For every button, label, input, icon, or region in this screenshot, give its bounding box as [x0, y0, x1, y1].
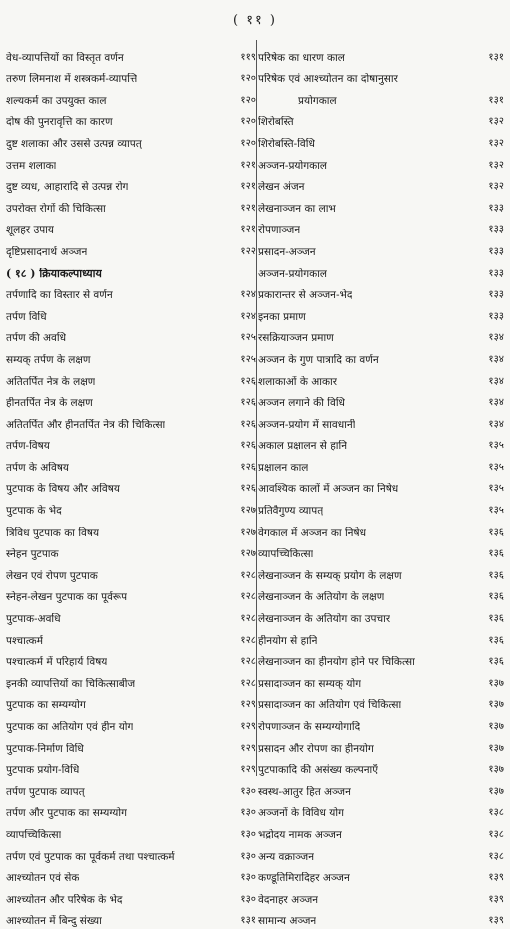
toc-entry-page: १२६ [240, 375, 256, 387]
toc-entry-title: प्रयोगकाल [298, 94, 337, 107]
toc-entry [258, 627, 504, 649]
toc-entry-page: १२६ [240, 397, 256, 409]
toc-entry [6, 303, 256, 325]
left-column [6, 44, 256, 929]
toc-entry [6, 152, 256, 174]
toc-entry-title: अतितर्पित नेत्र के लक्षण [6, 375, 96, 388]
toc-entry-page: १३९ [488, 893, 504, 905]
toc-entry [258, 454, 504, 476]
toc-entry-title: भद्रोदय नामक अञ्जन [258, 828, 342, 841]
toc-entry [258, 282, 504, 304]
toc-entry-page: १२६ [240, 418, 256, 430]
toc-entry-page: १३८ [488, 807, 504, 819]
toc-entry-title: दुष्ट शलाका और उससे उत्पन्न व्यापत् [6, 137, 142, 150]
toc-entry-title: लेखनाञ्जन का हीनयोग होने पर चिकित्सा [258, 656, 415, 669]
toc-entry-title: तर्पण-विषय [6, 440, 50, 453]
toc-entry [6, 735, 256, 757]
toc-entry-page: १२७ [240, 505, 256, 517]
toc-entry-title: सामान्य अञ्जन [258, 915, 317, 928]
toc-entry-page: १३७ [488, 764, 504, 776]
toc-entry [258, 390, 504, 412]
toc-entry [6, 174, 256, 196]
toc-entry-page: १३३ [488, 202, 504, 214]
toc-entry [6, 757, 256, 779]
toc-entry [6, 368, 256, 390]
toc-entry-title: प्रक्षालन काल [258, 461, 309, 474]
toc-entry-page: १२४ [240, 289, 256, 301]
toc-entry-title: अञ्जन के गुण पात्रादि का वर्णन [258, 353, 379, 366]
toc-entry-page: १२० [240, 137, 256, 149]
toc-entry [258, 109, 504, 131]
toc-entry [258, 519, 504, 541]
right-column [258, 44, 504, 929]
toc-entry [258, 692, 504, 714]
toc-entry [6, 692, 256, 714]
toc-entry-page: १२८ [240, 656, 256, 668]
toc-entry-title: पुटपाक प्रयोग-विधि [6, 764, 80, 777]
toc-entry [258, 195, 504, 217]
toc-entry [258, 303, 504, 325]
toc-entry-page: १२२ [240, 245, 256, 257]
toc-entry-title: उपरोक्त रोगों की चिकित्सा [6, 202, 106, 215]
toc-entry-page: १२९ [240, 699, 256, 711]
toc-entry-title: प्रसादन और रोपण का हीनयोग [258, 742, 374, 755]
toc-entry-page: १३० [240, 893, 256, 905]
toc-entry-title: हीनतर्पित नेत्र के लक्षण [6, 397, 93, 410]
toc-entry-page: १२८ [240, 569, 256, 581]
toc-entry-page: १२८ [240, 591, 256, 603]
toc-entry-title: आश्च्योतन में बिन्दु संख्या [6, 915, 102, 928]
toc-entry-title: अञ्जन-प्रयोगकाल [258, 267, 328, 280]
toc-entry-title: ( १८ ) क्रियाकल्पाध्याय [6, 267, 102, 280]
toc-entry-page: १२५ [240, 353, 256, 365]
toc-entry [258, 670, 504, 692]
toc-entry [258, 260, 504, 282]
toc-entry-page: १३० [240, 850, 256, 862]
toc-entry-title: पुटपाक-निर्माण विधि [6, 742, 84, 755]
toc-entry-page: १३५ [488, 505, 504, 517]
toc-entry [6, 541, 256, 563]
toc-entry-page: १३२ [488, 137, 504, 149]
toc-entry [6, 109, 256, 131]
toc-entry-page: १२१ [240, 224, 256, 236]
column-divider [256, 40, 257, 776]
toc-entry-page: १३६ [488, 569, 504, 581]
toc-entry-page: १३८ [488, 850, 504, 862]
toc-entry [6, 454, 256, 476]
toc-entry [258, 800, 504, 822]
toc-entry-page: १३७ [488, 721, 504, 732]
toc-entry-page: १३४ [488, 418, 504, 430]
toc-entry-page: १३७ [488, 677, 504, 689]
toc-entry-page: १३६ [488, 591, 504, 603]
toc-entry-page: १२० [240, 116, 256, 128]
toc-entry [6, 411, 256, 433]
toc-entry-title: स्नेहन-लेखन पुटपाक का पूर्वरूप [6, 591, 128, 604]
toc-entry [258, 238, 504, 260]
toc-entry-title: प्रकारान्तर से अञ्जन-भेद [258, 289, 353, 302]
toc-entry-title: अञ्जन-प्रयोग में सावधानी [258, 418, 356, 431]
toc-entry-title: शल्यकर्म का उपयुक्त काल [6, 94, 107, 107]
toc-entry-page: १२० [240, 94, 256, 106]
toc-entry-title: रोपणाञ्जन के सम्यग्योगादि [258, 721, 361, 733]
toc-entry-title: तर्पण पुटपाक व्यापत् [6, 785, 85, 798]
toc-entry-title: उत्तम शलाका [6, 159, 57, 172]
toc-entry [6, 130, 256, 152]
toc-entry [258, 433, 504, 455]
toc-entry-page: १३२ [488, 159, 504, 171]
toc-entry-title: कण्डूतिमिरादिहर अञ्जन [258, 872, 350, 885]
toc-entry-title: आश्च्योतन और परिषेक के भेद [6, 893, 123, 906]
toc-entry-page: १३४ [488, 353, 504, 365]
toc-entry [258, 865, 504, 887]
toc-entry [258, 908, 504, 929]
toc-entry-title: तर्पण के अविषय [6, 461, 70, 474]
toc-entry-title: अकाल प्रक्षालन से हानि [258, 440, 348, 453]
toc-entry-page: १२५ [240, 332, 256, 344]
toc-entry-title: पुटपाक-अवधि [6, 613, 61, 626]
toc-entry [258, 476, 504, 498]
toc-entry [258, 411, 504, 433]
toc-entry-title: लेखनाञ्जन के सम्यक् प्रयोग के लक्षण [258, 569, 402, 582]
toc-entry [6, 66, 256, 88]
toc-entry-page: १२८ [240, 677, 256, 689]
toc-entry-page: १२७ [240, 526, 256, 538]
toc-entry-page: १२८ [240, 613, 256, 625]
toc-entry-page: १३९ [488, 872, 504, 884]
toc-entry-page: १३३ [488, 267, 504, 279]
toc-entry-title: परिषेक का धारण काल [258, 51, 345, 64]
toc-entry-title: वेध-व्यापत्तियों का विस्तृत वर्णन [6, 51, 124, 64]
toc-entry [258, 87, 504, 109]
toc-entry-page: १३८ [488, 828, 504, 840]
toc-entry [258, 346, 504, 368]
toc-entry-page: १३५ [488, 461, 504, 473]
toc-entry-title: पुटपाक का अतियोग एवं हीन योग [6, 721, 134, 733]
toc-entry-title: लेखनाञ्जन के अतियोग के लक्षण [258, 591, 385, 604]
toc-entry-page: १२९ [240, 764, 256, 776]
toc-entry-title: पुटपाक के विषय और अविषय [6, 483, 120, 496]
toc-entry-title: दृष्टिप्रसादनार्थ अञ्जन [6, 245, 88, 258]
toc-entry [258, 541, 504, 563]
toc-entry-title: पुटपाकादि की असंख्य कल्पनाएँ [258, 764, 379, 777]
toc-entry-page: १२९ [240, 742, 256, 754]
toc-entry [6, 390, 256, 412]
toc-entry [6, 476, 256, 498]
toc-entry [6, 44, 256, 66]
toc-entry-title: अञ्जन-प्रयोगकाल [258, 159, 328, 172]
toc-entry-page: १३५ [488, 440, 504, 452]
toc-entry [6, 238, 256, 260]
toc-entry-page: १३० [240, 828, 256, 840]
toc-entry-page: १२१ [240, 181, 256, 193]
toc-entry-page: १२८ [240, 634, 256, 646]
toc-entry-page: १३२ [488, 181, 504, 193]
toc-entry-page: १३५ [488, 483, 504, 495]
toc-entry-title: अतितर्पित और हीनतर्पित नेत्र की चिकित्सा [6, 418, 166, 431]
toc-entry-title: हीनयोग से हानि [258, 634, 318, 647]
toc-entry [258, 325, 504, 347]
toc-entry [258, 843, 504, 865]
toc-entry-title: लेखन एवं रोपण पुटपाक [6, 569, 98, 582]
toc-entry [258, 821, 504, 843]
toc-entry [6, 713, 256, 735]
toc-entry-page: १३७ [488, 785, 504, 797]
toc-entry-title: प्रसादाञ्जन का सम्यक् योग [258, 677, 362, 690]
toc-entry-title: इनकी व्यापत्तियों का चिकित्साबीज [6, 677, 136, 690]
toc-entry [258, 44, 504, 66]
toc-entry-page: १३० [240, 807, 256, 819]
toc-entry [6, 670, 256, 692]
toc-entry [6, 325, 256, 347]
toc-entry [258, 605, 504, 627]
toc-entry [6, 843, 256, 865]
toc-entry-title: रसक्रियाञ्जन प्रमाण [258, 332, 334, 345]
toc-entry-page: १३४ [488, 375, 504, 387]
toc-entry [6, 195, 256, 217]
toc-entry-title: लेखन अंजन [258, 181, 305, 194]
toc-entry [6, 605, 256, 627]
toc-entry-page: १३४ [488, 397, 504, 409]
toc-entry [258, 778, 504, 800]
toc-entry [258, 66, 504, 88]
toc-entry [6, 627, 256, 649]
toc-entry [258, 584, 504, 606]
toc-entry-title: त्रिविध पुटपाक का विषय [6, 526, 100, 539]
toc-entry [6, 260, 256, 282]
toc-entry-page: १२१ [240, 202, 256, 214]
toc-entry [6, 519, 256, 541]
toc-entry [258, 368, 504, 390]
page-number: ( ११ ) [233, 13, 277, 28]
toc-entry-title: तरुण लिमनाश में शस्त्रकर्म-व्यापत्ति [6, 73, 138, 86]
toc-entry-title: अञ्जन लगाने की विधि [258, 397, 345, 410]
toc-entry-title: दोष की पुनरावृत्ति का कारण [6, 116, 113, 129]
toc-entry-page: १३६ [488, 634, 504, 646]
toc-entry-page: १२९ [240, 721, 256, 732]
toc-entry-title: अन्य वक्राञ्जन [258, 850, 315, 863]
toc-entry-title: वेदनाहर अञ्जन [258, 893, 319, 906]
toc-entry-page: १३१ [488, 94, 504, 106]
toc-entry-title: परिषेक एवं आश्च्योतन का दोषानुसार [258, 73, 398, 86]
toc-entry-title: तर्पण विधि [6, 310, 47, 323]
toc-entry-page: १३२ [488, 116, 504, 128]
toc-entry-page: १३६ [488, 526, 504, 538]
toc-entry-page: १३३ [488, 245, 504, 257]
toc-entry-title: पुटपाक का सम्यग्योग [6, 699, 86, 712]
toc-entry-title: आवश्यिक कालों में अञ्जन का निषेध [258, 483, 399, 496]
toc-entry-title: तर्पण की अवधि [6, 332, 67, 345]
toc-entry [258, 152, 504, 174]
toc-entry-title: लेखनाञ्जन के अतियोग का उपचार [258, 613, 391, 626]
toc-entry-title: स्वस्थ-आतुर हित अञ्जन [258, 785, 351, 798]
toc-entry [6, 497, 256, 519]
toc-entry-page: १३६ [488, 656, 504, 668]
toc-entry [6, 87, 256, 109]
toc-entry-page: १२६ [240, 440, 256, 452]
toc-entry-title: प्रसादन-अञ्जन [258, 245, 316, 258]
toc-entry [6, 433, 256, 455]
toc-entry-page: १३३ [488, 224, 504, 236]
toc-entry-title: लेखनाञ्जन का लाभ [258, 202, 336, 215]
toc-entry-title: शलाकाओं के आकार [258, 375, 338, 388]
toc-entry-title: शूलहर उपाय [6, 224, 54, 237]
toc-entry-page: १३३ [488, 289, 504, 301]
toc-entry-page: १३७ [488, 742, 504, 754]
toc-entry-title: तर्पण और पुटपाक का सम्यग्योग [6, 807, 127, 820]
toc-entry-title: सम्यक् तर्पण के लक्षण [6, 353, 91, 366]
toc-entry [6, 800, 256, 822]
toc-entry-page: १३७ [488, 699, 504, 711]
toc-entry-page: १३० [240, 872, 256, 884]
toc-entry-title: रोपणाञ्जन [258, 224, 301, 237]
toc-entry-title: आश्च्योतन एवं सेक [6, 872, 80, 885]
toc-entry-title: शिरोबस्ति-विधि [258, 137, 315, 150]
toc-entry-page: १३६ [488, 613, 504, 625]
toc-entry-title: प्रसादाञ्जन का अतियोग एवं चिकित्सा [258, 699, 402, 712]
toc-entry-page: १३० [240, 785, 256, 797]
toc-entry [6, 865, 256, 887]
toc-entry-title: पश्चात्कर्म में परिहार्य विषय [6, 656, 108, 669]
toc-entry-title: तर्पणादि का विस्तार से वर्णन [6, 289, 113, 302]
toc-entry-title: व्यापच्चिकित्सा [6, 828, 62, 841]
toc-entry-title: दुष्ट व्यध, आहारादि से उत्पन्न रोग [6, 181, 129, 194]
toc-entry [258, 886, 504, 908]
toc-entry-title: पश्चात्कर्म [6, 634, 43, 647]
toc-entry-page: १२४ [240, 310, 256, 322]
toc-entry [258, 562, 504, 584]
toc-entry-title: पुटपाक के भेद [6, 505, 62, 518]
toc-entry [6, 908, 256, 929]
toc-entry-title: प्रतिवैगुण्य व्यापत् [258, 505, 324, 518]
toc-entry-page: १३३ [488, 310, 504, 322]
toc-entry-page: ११९ [240, 51, 256, 63]
toc-entry-page: १३६ [488, 548, 504, 560]
toc-entry [258, 174, 504, 196]
toc-entry [6, 217, 256, 239]
toc-entry-page: १२७ [240, 548, 256, 560]
toc-entry-page: १३४ [488, 332, 504, 344]
toc-entry [6, 821, 256, 843]
toc-entry [258, 497, 504, 519]
toc-entry [258, 649, 504, 671]
toc-entry-page: १३१ [488, 51, 504, 63]
toc-entry-title: अञ्जनों के विविध योग [258, 807, 344, 820]
toc-entry [6, 584, 256, 606]
toc-entry [6, 886, 256, 908]
toc-entry-page: १२६ [240, 461, 256, 473]
toc-entry [258, 130, 504, 152]
toc-entry [6, 346, 256, 368]
toc-entry-title: स्नेहन पुटपाक [6, 548, 59, 561]
toc-entry [6, 562, 256, 584]
toc-entry [6, 282, 256, 304]
toc-entry-page: १२१ [240, 159, 256, 171]
toc-entry-page: १३१ [240, 915, 256, 927]
toc-entry-title: शिरोबस्ति [258, 116, 294, 129]
toc-entry [258, 735, 504, 757]
toc-entry-page: १२६ [240, 483, 256, 495]
toc-entry-title: व्यापच्चिकित्सा [258, 548, 314, 561]
toc-entry-title: वेगकाल में अञ्जन का निषेध [258, 526, 367, 539]
toc-entry-title: तर्पण एवं पुटपाक का पूर्वकर्म तथा पश्चात्कर्म [6, 850, 175, 863]
toc-entry [258, 217, 504, 239]
toc-entry-page: १३९ [488, 915, 504, 927]
toc-entry [6, 778, 256, 800]
toc-entry [6, 649, 256, 671]
toc-entry [258, 713, 504, 735]
toc-entry [258, 757, 504, 779]
toc-entry-page: १२० [240, 73, 256, 85]
toc-entry-title: इनका प्रमाण [258, 310, 306, 323]
